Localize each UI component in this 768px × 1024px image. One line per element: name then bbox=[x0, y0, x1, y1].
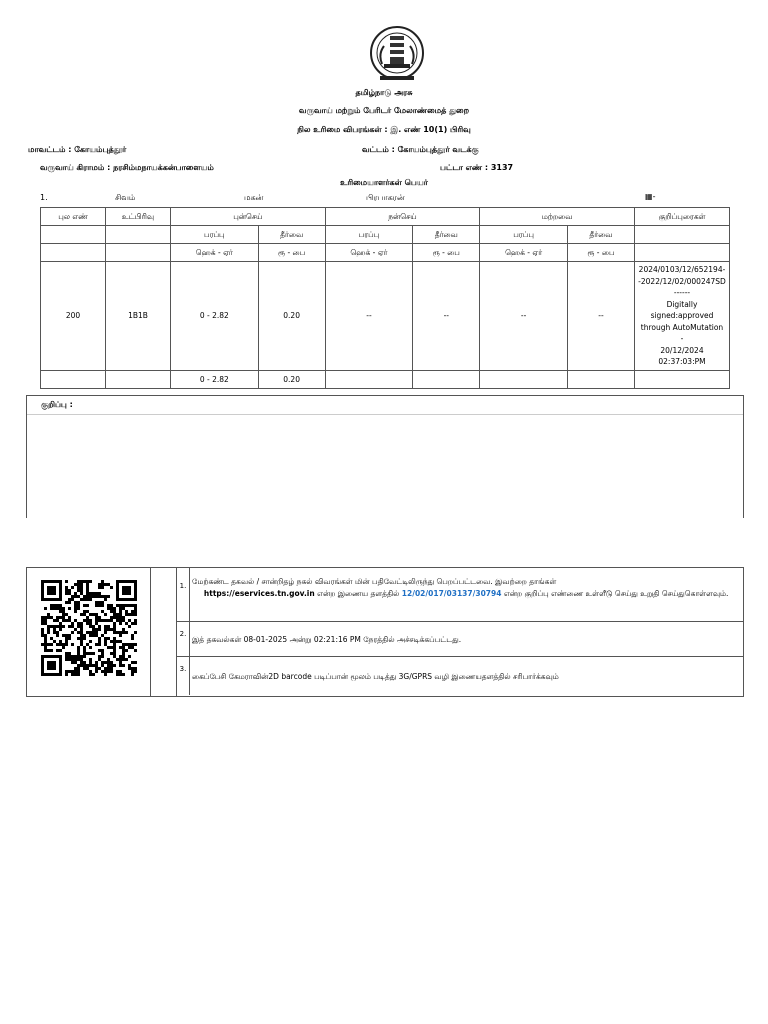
remark-line: 2024/0103/12/652194- bbox=[638, 265, 726, 274]
reference-code-link[interactable]: 12/02/017/03137/30794 bbox=[401, 589, 502, 598]
owner-name: சிவம் bbox=[115, 193, 136, 202]
header-remarks: குறிப்புரைகள் bbox=[635, 208, 730, 226]
verification-box bbox=[26, 567, 744, 697]
unit-other-tax: ரூ - பை bbox=[567, 244, 634, 262]
subdivision: 1B1B bbox=[106, 262, 171, 371]
subheader-wet-tax: தீர்வை bbox=[413, 226, 480, 244]
remark-line: 02:37:03:PM bbox=[658, 357, 706, 366]
footer-text: இத் தகவல்கள் 08-01-2025 அன்று 02:21:16 PM நேரத்தில் அச்சடிக்கப்பட்டது. bbox=[192, 635, 462, 644]
qr-cell bbox=[27, 568, 151, 696]
owner-serial: 1. bbox=[40, 193, 48, 202]
district-label: மாவட்டம் : கோயம்புத்தூர் bbox=[28, 145, 127, 154]
other-tax: -- bbox=[567, 262, 634, 371]
wet-tax: -- bbox=[413, 262, 480, 371]
header-dry-land: புன்செய் bbox=[171, 208, 326, 226]
remark-line: through AutoMutation bbox=[640, 322, 724, 332]
header-survey-no: புல எண் bbox=[41, 208, 106, 226]
document-title: நில உரிமை விபரங்கள் : இ. எண் 10(1) பிரிவு bbox=[297, 125, 471, 134]
footer-text: என்ற குறிப்பு எண்ணை உள்ளீடு செய்து உறுதி செய்துகொள்ளவும். bbox=[503, 589, 729, 598]
qr-code-icon bbox=[41, 580, 137, 676]
note-box bbox=[26, 395, 744, 518]
table-row bbox=[41, 262, 730, 371]
unit-dry-tax: ரூ - பை bbox=[258, 244, 325, 262]
table-total-row bbox=[41, 370, 730, 388]
total-dry-tax: 0.20 bbox=[258, 370, 325, 388]
tamil-nadu-emblem-icon bbox=[368, 24, 426, 84]
header-other-land: மற்றவை bbox=[480, 208, 635, 226]
department-title: வருவாய் மற்றும் பேரிடர் மேலாண்மைத் துறை bbox=[298, 106, 470, 115]
owner-father-name: பிரபாகரன் bbox=[366, 193, 405, 202]
remark-line: ------ bbox=[673, 288, 691, 297]
land-details-table bbox=[40, 207, 730, 389]
footer-text: மேற்கண்ட தகவல் / சான்றிதழ் நகல் விவரங்கள் மின் பதிவேட்டிலிருந்து பெறப்பட்டவை. இவற்றை தாங்கள் bbox=[192, 577, 557, 586]
footer-item-number: 2. bbox=[177, 622, 190, 656]
footer-text: கைப்பேசி கேமராவின்2D barcode படிப்பான் மூலம் படித்து 3G/GPRS வழி இணையதளத்தில் சரிபார்க்கவும் bbox=[192, 672, 559, 681]
survey-number: 200 bbox=[41, 262, 106, 371]
footer-item-2 bbox=[177, 622, 743, 657]
dry-tax: 0.20 bbox=[258, 262, 325, 371]
unit-other-area: ஹெக் - ஏர் bbox=[480, 244, 568, 262]
subheader-other-tax: தீர்வை bbox=[567, 226, 634, 244]
remark-line: 20/12/2024 bbox=[660, 345, 704, 355]
taluk-label: வட்டம் : கோயம்புத்தூர் வடக்கு bbox=[362, 145, 479, 154]
unit-wet-tax: ரூ - பை bbox=[413, 244, 480, 262]
broken-image-icon: ▦- bbox=[645, 192, 656, 201]
subheader-dry-tax: தீர்வை bbox=[258, 226, 325, 244]
footer-item-number: 3. bbox=[177, 657, 190, 695]
total-dry-area: 0 - 2.82 bbox=[171, 370, 259, 388]
remark-line: signed:approved bbox=[650, 311, 714, 320]
subheader-other-area: பரப்பு bbox=[480, 226, 568, 244]
unit-wet-area: ஹெக் - ஏர் bbox=[325, 244, 413, 262]
table-subheader-row bbox=[41, 226, 730, 244]
remark-line: Digitally bbox=[666, 299, 698, 309]
table-header-row bbox=[41, 208, 730, 226]
remarks-cell bbox=[635, 262, 730, 371]
footer-item-3 bbox=[177, 657, 743, 695]
header-subdivision: உட்பிரிவு bbox=[106, 208, 171, 226]
other-area: -- bbox=[480, 262, 568, 371]
patta-number: பட்டா எண் : 3137 bbox=[440, 163, 514, 172]
owners-heading: உரிமையாளர்கள் பெயர் bbox=[340, 178, 428, 187]
header-wet-land: நன்செய் bbox=[325, 208, 480, 226]
remark-line: - bbox=[680, 334, 684, 343]
owner-relation: மகன் bbox=[244, 193, 264, 202]
table-units-row bbox=[41, 244, 730, 262]
wet-area: -- bbox=[325, 262, 413, 371]
unit-dry-area: ஹெக் - ஏர் bbox=[171, 244, 259, 262]
remark-line: -2022/12/02/000247SD bbox=[638, 276, 726, 286]
subheader-dry-area: பரப்பு bbox=[171, 226, 259, 244]
note-title: குறிப்பு : bbox=[27, 396, 743, 415]
eservices-link[interactable]: https://eservices.tn.gov.in bbox=[203, 589, 315, 598]
subheader-wet-area: பரப்பு bbox=[325, 226, 413, 244]
image-alt-text: - bbox=[652, 192, 656, 201]
dry-area: 0 - 2.82 bbox=[171, 262, 259, 371]
footer-item-number: 1. bbox=[177, 568, 190, 621]
government-title: தமிழ்நாடு அரசு bbox=[355, 88, 413, 97]
footer-text: என்ற இணைய தளத்தில் bbox=[317, 589, 400, 598]
footer-item-1 bbox=[177, 568, 743, 622]
village-label: வருவாய் கிராமம் : நரசிம்மநாயக்கன்பாளையம் bbox=[40, 163, 214, 172]
